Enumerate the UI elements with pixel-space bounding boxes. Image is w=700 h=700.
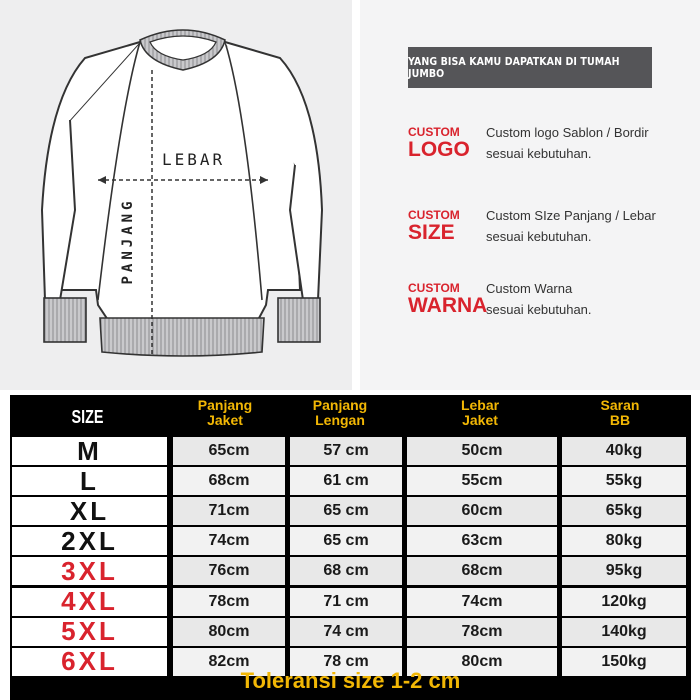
header-size: SIZE — [71, 406, 104, 427]
cell-panjang-lengan: 78 cm — [290, 648, 402, 676]
cell-panjang-jaket: 71cm — [173, 497, 285, 525]
feature-warna-desc — [486, 278, 592, 320]
header-line: Jaket — [462, 412, 498, 428]
cell-panjang-lengan: 71 cm — [290, 588, 402, 616]
cell-saran-bb: 40kg — [562, 437, 686, 465]
size-cell: 3XL — [12, 557, 167, 585]
illustration-panel — [0, 0, 352, 390]
header-saran-bb — [570, 398, 670, 428]
cell-panjang-lengan: 74 cm — [290, 618, 402, 646]
header-line: Jaket — [207, 412, 243, 428]
promo-banner: YANG BISA KAMU DAPATKAN DI TUMAH JUMBO — [408, 47, 652, 88]
cell-panjang-jaket: 76cm — [173, 557, 285, 585]
cell-saran-bb: 65kg — [562, 497, 686, 525]
cell-saran-bb: 120kg — [562, 588, 686, 616]
header-line: Lebar — [460, 397, 500, 413]
cell-saran-bb: 95kg — [562, 557, 686, 585]
header-line: BB — [609, 412, 631, 428]
feature-logo — [408, 126, 470, 161]
cell-panjang-jaket: 82cm — [173, 648, 285, 676]
feature-big-label: LOGO — [408, 138, 470, 161]
feature-desc-line: sesuai kebutuhan. — [486, 146, 592, 161]
feature-size-desc — [486, 205, 656, 247]
header-line: Panjang — [197, 397, 253, 413]
size-cell: M — [12, 437, 167, 465]
panjang-label: PANJANG — [120, 197, 136, 285]
size-cell: 6XL — [12, 648, 167, 676]
cell-panjang-jaket: 74cm — [173, 527, 285, 555]
feature-desc-line: Custom Warna — [486, 281, 573, 296]
cell-panjang-lengan: 65 cm — [290, 527, 402, 555]
size-cell: 2XL — [12, 527, 167, 555]
feature-small-label: CUSTOM — [408, 125, 460, 139]
cell-lebar-jaket: 60cm — [407, 497, 557, 525]
feature-small-label: CUSTOM — [408, 281, 460, 295]
cell-saran-bb: 150kg — [562, 648, 686, 676]
feature-desc-line: Custom logo Sablon / Bordir — [486, 125, 649, 140]
feature-big-label: SIZE — [408, 221, 455, 244]
cell-panjang-jaket: 68cm — [173, 467, 285, 495]
tolerance-note: Toleransi size 1-2 cm — [240, 668, 461, 693]
size-cell: L — [12, 467, 167, 495]
feature-small-label: CUSTOM — [408, 208, 460, 222]
cell-saran-bb: 80kg — [562, 527, 686, 555]
size-cell: XL — [12, 497, 167, 525]
cell-lebar-jaket: 63cm — [407, 527, 557, 555]
header-panjang-lengan — [290, 398, 390, 428]
cell-lebar-jaket: 68cm — [407, 557, 557, 585]
header-line: Panjang — [312, 397, 368, 413]
cell-panjang-lengan: 57 cm — [290, 437, 402, 465]
feature-logo-desc — [486, 122, 649, 164]
header-lebar-jaket — [430, 398, 530, 428]
feature-desc-line: Custom SIze Panjang / Lebar — [486, 208, 656, 223]
cell-panjang-jaket: 65cm — [173, 437, 285, 465]
cell-panjang-lengan: 65 cm — [290, 497, 402, 525]
cell-saran-bb: 140kg — [562, 618, 686, 646]
feature-size — [408, 209, 460, 244]
cell-lebar-jaket: 78cm — [407, 618, 557, 646]
cell-lebar-jaket: 74cm — [407, 588, 557, 616]
cell-panjang-jaket: 80cm — [173, 618, 285, 646]
header-panjang-jaket — [175, 398, 275, 428]
header-line: Lengan — [315, 412, 365, 428]
cell-lebar-jaket: 80cm — [407, 648, 557, 676]
cell-panjang-lengan: 61 cm — [290, 467, 402, 495]
cell-panjang-lengan: 68 cm — [290, 557, 402, 585]
header-line: Saran — [600, 397, 640, 413]
lebar-label: LEBAR — [162, 150, 226, 169]
feature-warna — [408, 282, 487, 317]
size-cell: 4XL — [12, 588, 167, 616]
feature-big-label: WARNA — [408, 294, 488, 317]
feature-desc-line: sesuai kebutuhan. — [486, 229, 592, 244]
cell-lebar-jaket: 50cm — [407, 437, 557, 465]
cell-panjang-jaket: 78cm — [173, 588, 285, 616]
size-cell: 5XL — [12, 618, 167, 646]
sweater-illustration — [0, 0, 352, 390]
cell-lebar-jaket: 55cm — [407, 467, 557, 495]
cell-saran-bb: 55kg — [562, 467, 686, 495]
feature-desc-line: sesuai kebutuhan. — [486, 302, 592, 317]
